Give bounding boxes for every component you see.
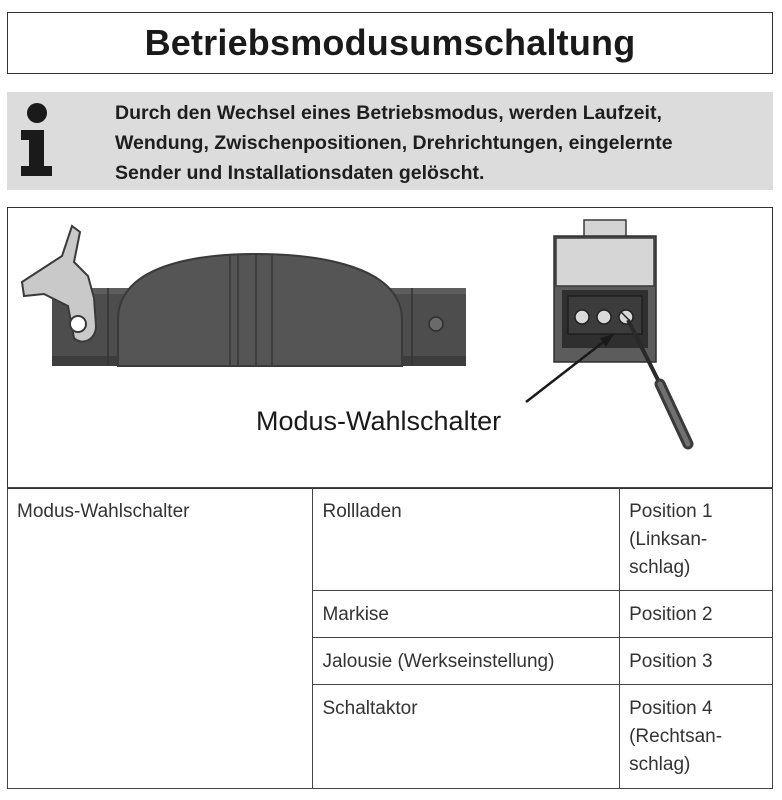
motor-side-view xyxy=(22,226,466,366)
mode-cell: Rollladen xyxy=(313,488,620,591)
info-text xyxy=(115,98,765,188)
mode-table xyxy=(7,487,773,789)
table-row-label: Modus-Wahlschalter xyxy=(8,488,313,789)
position-line: schlag) xyxy=(629,754,691,775)
position-line: Position 4 xyxy=(629,698,713,719)
info-note xyxy=(7,92,773,190)
info-icon xyxy=(17,100,57,180)
position-line: (Rechtsan- xyxy=(629,726,723,747)
position-cell xyxy=(620,685,773,789)
position-line: schlag) xyxy=(629,557,691,578)
position-cell xyxy=(620,638,773,685)
title-box xyxy=(7,12,773,74)
info-text-line: Wendung, Zwischenpositionen, Drehrichtungen, eingelernte xyxy=(115,132,673,154)
position-cell xyxy=(620,488,773,591)
device-illustration xyxy=(8,208,774,490)
mode-cell: Schaltaktor xyxy=(313,685,620,789)
callout-label: Modus-Wahlschalter xyxy=(256,406,502,436)
mode-cell: Markise xyxy=(313,591,620,638)
table-row xyxy=(8,488,773,591)
position-line: Position 3 xyxy=(629,651,713,672)
info-text-line: Sender und Installationsdaten gelöscht. xyxy=(115,162,485,184)
motor-end-view xyxy=(554,220,688,444)
position-line: Position 1 xyxy=(629,501,713,522)
position-line: (Linksan- xyxy=(629,529,708,550)
position-line: Position 2 xyxy=(629,604,713,625)
position-cell xyxy=(620,591,773,638)
info-text-line: Durch den Wechsel eines Betriebsmodus, werden Laufzeit, xyxy=(115,102,662,124)
illustration xyxy=(7,207,773,489)
mode-cell: Jalousie (Werkseinstellung) xyxy=(313,638,620,685)
page-title: Betriebsmodusumschaltung xyxy=(144,22,636,63)
